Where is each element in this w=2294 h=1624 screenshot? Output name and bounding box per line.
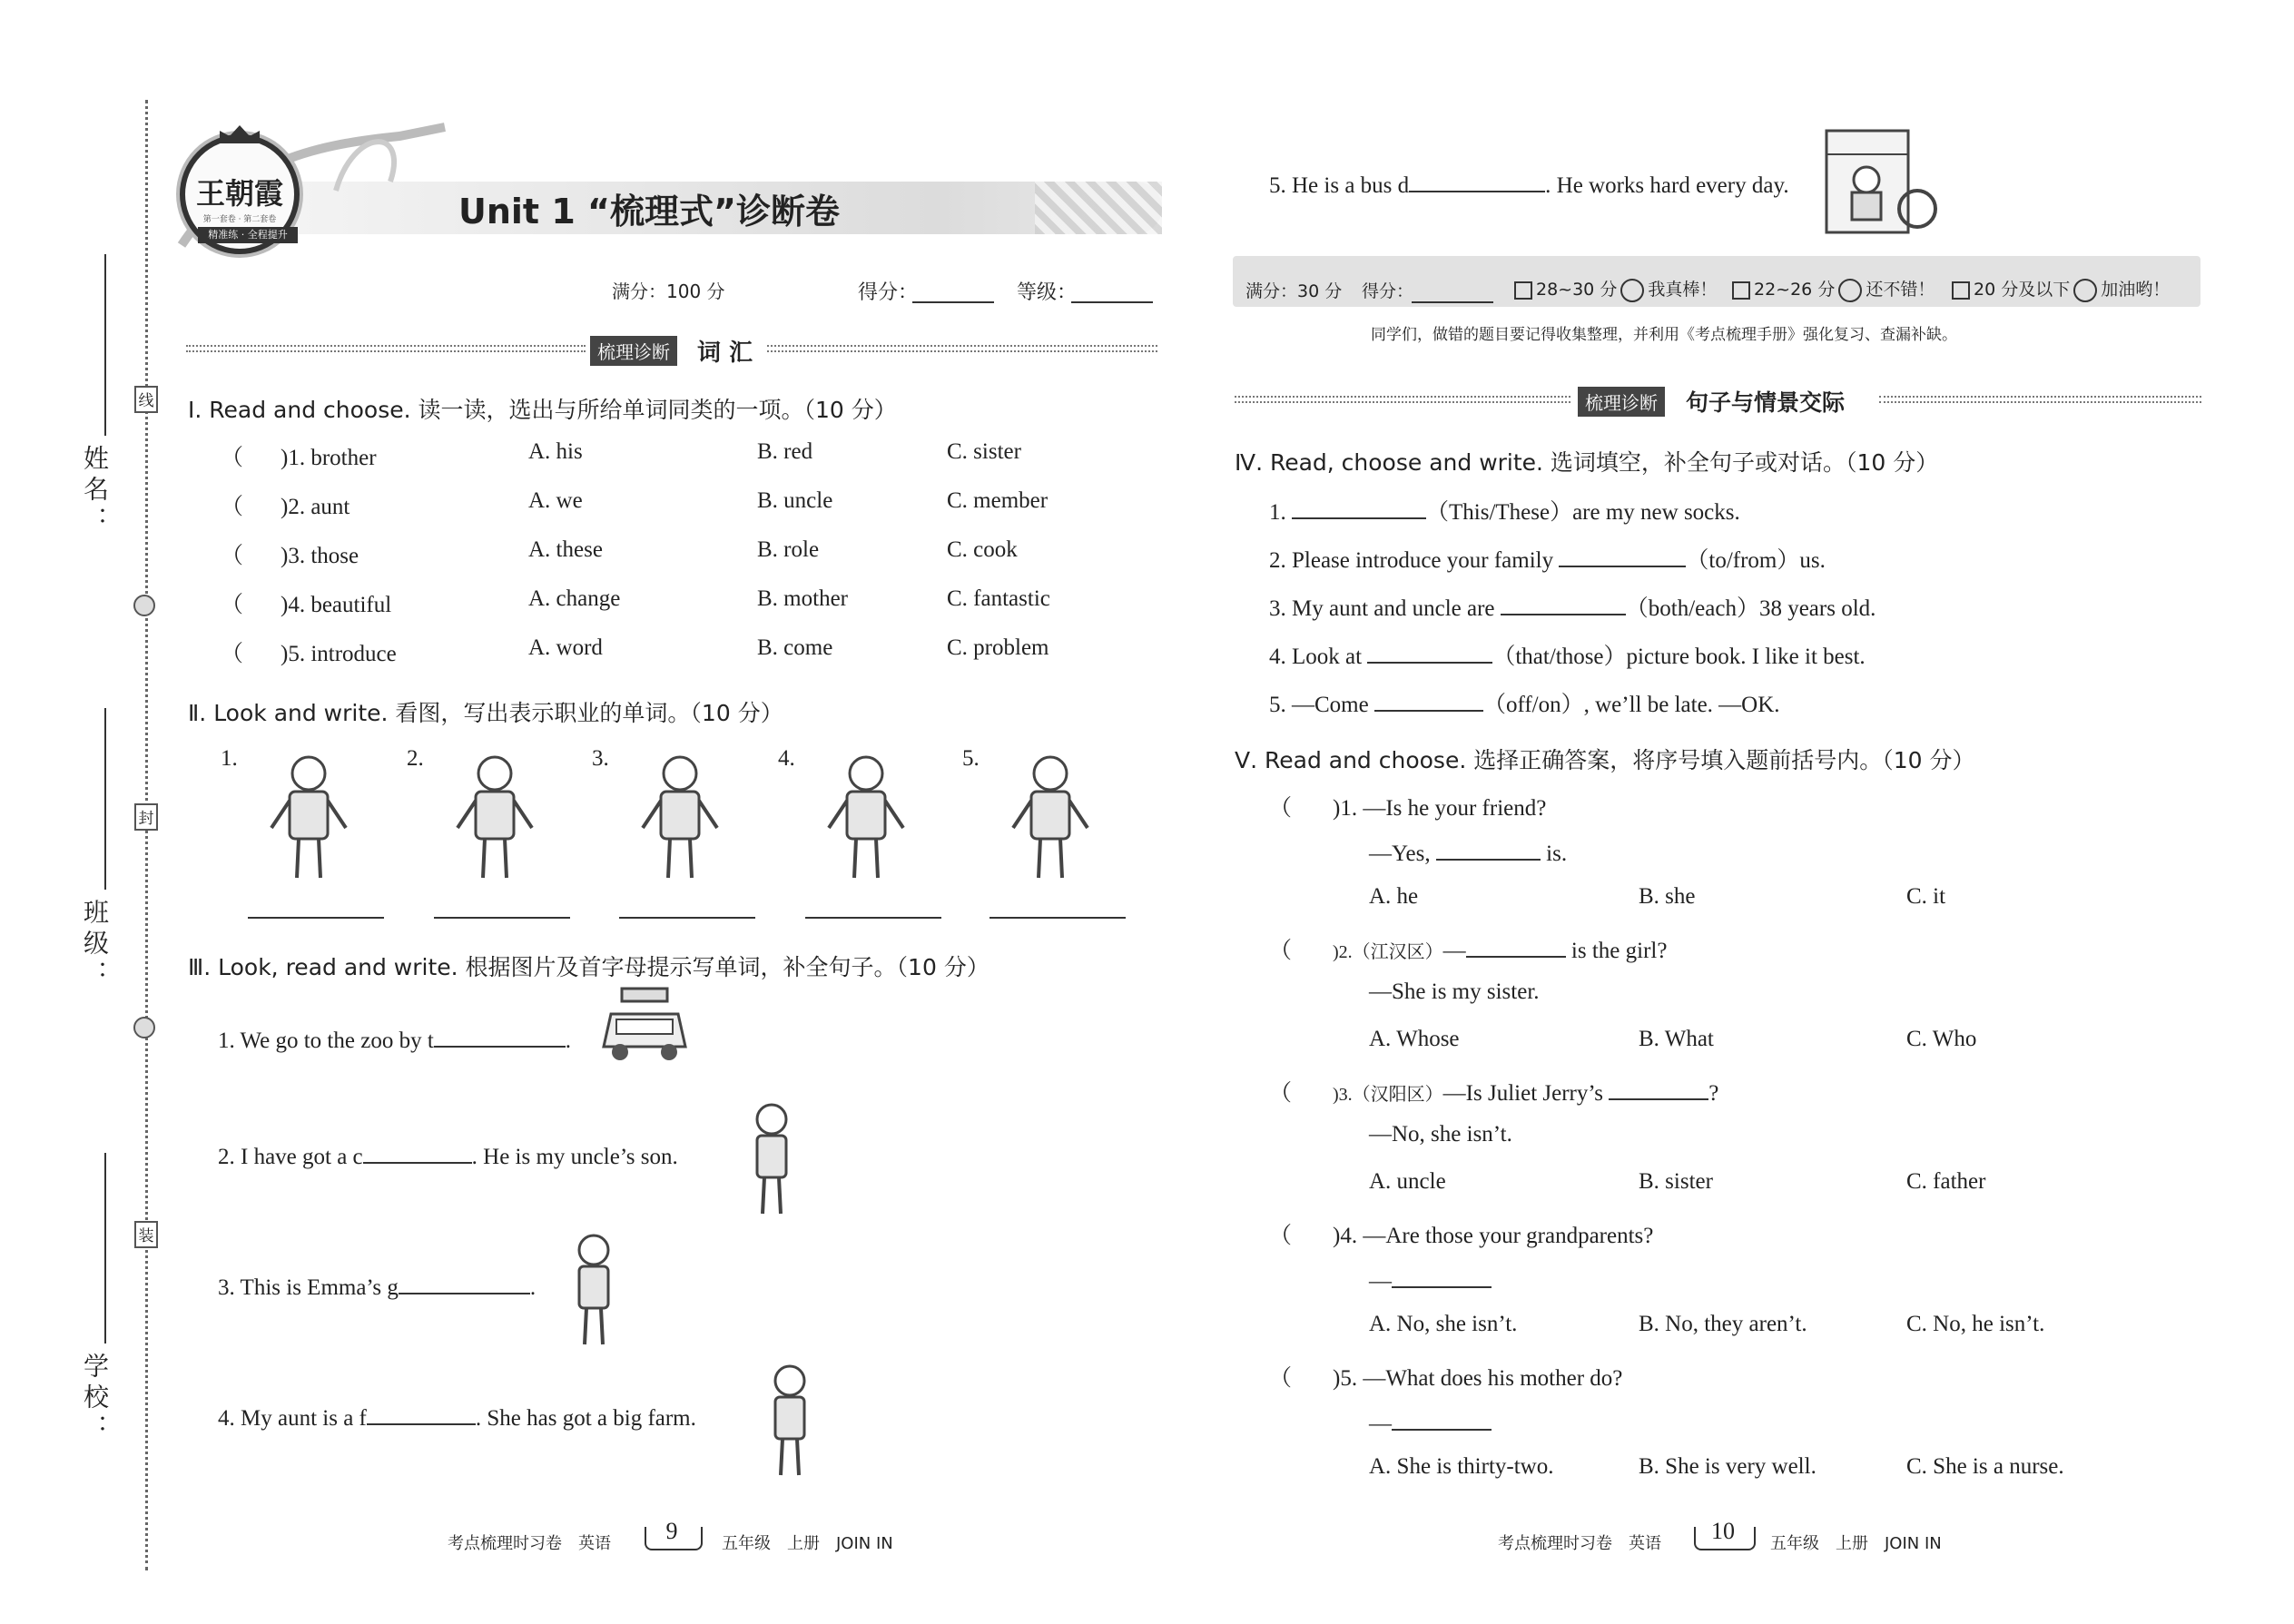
smiley-face-icon: [2073, 279, 2097, 302]
response-after: is.: [1540, 842, 1568, 866]
response-before: —Yes,: [1369, 842, 1436, 866]
grandfather-image: [557, 1230, 630, 1348]
answer-blank[interactable]: [367, 1402, 476, 1425]
seal-char-1: 线: [134, 386, 158, 413]
option-b: B. she: [1639, 884, 1696, 909]
answer-paren[interactable]: （: [1269, 796, 1293, 821]
district-tag: )3.（汉阳区）: [1333, 1085, 1443, 1105]
option-c: C. She is a nurse.: [1906, 1454, 2064, 1479]
right-q5: [1269, 169, 1789, 199]
answer-blank[interactable]: [1436, 837, 1541, 861]
question-row: [221, 635, 397, 668]
option-b: B. No, they aren’t.: [1639, 1312, 1807, 1336]
option-a: A. She is thirty-two.: [1369, 1454, 1554, 1479]
option-a: A. we: [528, 488, 583, 513]
section5-title: Ⅴ. Read and choose. 选择正确答案，将序号填入题前括号内。（10 分）: [1235, 747, 1975, 773]
answer-blank[interactable]: [434, 1024, 566, 1048]
sentence-after: （to/from）us.: [1686, 548, 1826, 573]
checkbox-icon[interactable]: [1952, 281, 1970, 300]
footer-grade: 五年级 上册 JOIN IN: [722, 1534, 893, 1553]
option-b: B. role: [757, 537, 820, 562]
question-word: )1. brother: [281, 446, 377, 470]
section-divider: [1235, 396, 1570, 403]
option-b: B. uncle: [757, 488, 833, 513]
sentence-before: 2. Please introduce your family: [1269, 548, 1560, 573]
option-c: C. fantastic: [947, 586, 1050, 611]
question-word: )2. aunt: [281, 495, 350, 519]
footer-book: 考点梳理时习卷 英语: [448, 1534, 611, 1553]
option-c: C. it: [1906, 884, 1946, 909]
class-line[interactable]: [104, 708, 106, 890]
option-b: B. What: [1639, 1027, 1714, 1051]
response-row: [1369, 1122, 1512, 1147]
question-text: —Is Juliet Jerry’s: [1442, 1081, 1610, 1106]
option-b: B. She is very well.: [1639, 1454, 1816, 1479]
question-word: )4. beautiful: [281, 593, 392, 617]
question-row: [221, 537, 359, 570]
picture-number: 2.: [407, 746, 424, 771]
question-row: [1269, 686, 1780, 719]
logo-text: 王朝霞: [195, 176, 283, 211]
option-a: A. these: [528, 537, 603, 562]
section2-title: Ⅱ. Look and write. 看图，写出表示职业的单词。（10 分）: [188, 700, 783, 726]
smiley-face-icon: [1620, 279, 1644, 302]
question-text: )4. —Are those your grandparents?: [1333, 1224, 1654, 1248]
question-row: [1269, 494, 1740, 527]
right-q5-after: . He works hard every day.: [1545, 173, 1789, 198]
option-c: C. member: [947, 488, 1049, 513]
question-text: —: [1442, 939, 1466, 963]
sentence-before: 3. This is Emma’s g: [218, 1275, 399, 1300]
sentence-after: （off/on）, we’ll be late. —OK.: [1482, 693, 1780, 717]
sentence-after: .: [529, 1275, 537, 1300]
answer-blank[interactable]: [248, 917, 384, 919]
section1-title: Ⅰ. Read and choose. 读一读，选出与所给单词同类的一项。（10 分）: [188, 397, 897, 423]
question-row: [1269, 638, 1866, 671]
question-row: [218, 1140, 678, 1170]
option-c: C. cook: [947, 537, 1018, 562]
grade-input[interactable]: [1071, 301, 1153, 303]
smiley-face-icon: [1838, 279, 1862, 302]
option-a: A. Whose: [1369, 1027, 1460, 1051]
nurse-image: [445, 746, 545, 882]
chef-image: [259, 746, 359, 882]
sentence-after: . She has got a big farm.: [475, 1406, 696, 1431]
option-a: A. change: [528, 586, 621, 611]
answer-paren[interactable]: （: [221, 495, 244, 519]
answer-paren[interactable]: （: [221, 544, 244, 568]
question-word: )3. those: [281, 544, 359, 568]
question-row: [218, 1402, 696, 1432]
seal-char-2: 封: [134, 803, 158, 831]
question-row: [218, 1271, 536, 1301]
right-q5-before: 5. He is a bus d: [1269, 173, 1410, 198]
answer-blank[interactable]: [399, 1271, 530, 1294]
title-banner-checker: [1035, 182, 1162, 234]
score-bar-full: 满分：30 分: [1245, 281, 1343, 301]
sentence-after: （This/These）are my new socks.: [1426, 500, 1740, 525]
response-row: [1369, 979, 1540, 1005]
question-text: )1. —Is he your friend?: [1333, 796, 1547, 821]
name-line[interactable]: [104, 254, 106, 436]
answer-paren[interactable]: （: [221, 642, 244, 666]
answer-blank[interactable]: [1392, 1265, 1492, 1288]
option-a: A. his: [528, 439, 583, 464]
answer-paren[interactable]: （: [1269, 1366, 1293, 1391]
answer-paren[interactable]: （: [221, 446, 244, 470]
response-before: —She is my sister.: [1369, 979, 1540, 1004]
footer-book: 考点梳理时习卷 英语: [1498, 1534, 1661, 1553]
binding-hole-icon: [133, 1017, 155, 1038]
score-option-2-text: 还不错！: [1866, 280, 1935, 300]
question-row: [1269, 1217, 1653, 1250]
district-tag: )2.（江汉区）: [1333, 942, 1443, 962]
response-before: —: [1369, 1412, 1392, 1436]
answer-blank[interactable]: [989, 917, 1126, 919]
picture-number: 1.: [221, 746, 238, 771]
farmer-image: [753, 1361, 826, 1479]
section-heading: 句子与情景交际: [1686, 389, 1846, 416]
sentence-after: （that/those）picture book. I like it best.: [1492, 645, 1866, 669]
question-row: [1269, 1075, 1718, 1107]
footer-page-number: 9: [665, 1518, 678, 1544]
section-divider: [186, 345, 586, 352]
question-row: [1269, 590, 1876, 623]
score-option-3-text: 加油哟！: [2101, 280, 2171, 300]
answer-blank[interactable]: [1367, 640, 1492, 664]
answer-paren[interactable]: （: [1269, 1224, 1293, 1248]
answer-blank[interactable]: [1501, 592, 1626, 615]
option-b: B. mother: [757, 586, 848, 611]
binding-hole-icon: [133, 595, 155, 616]
response-before: —: [1369, 1269, 1392, 1294]
section-divider: [1879, 396, 2201, 403]
question-row: [218, 1024, 571, 1054]
police-officer-image: [630, 746, 730, 882]
class-label: 班级：: [80, 899, 110, 991]
sentence-after: .: [565, 1029, 572, 1053]
score-option-1-text: 我真棒！: [1648, 280, 1718, 300]
page-title: Unit 1 “梳理式”诊断卷: [458, 192, 840, 231]
answer-blank[interactable]: [1409, 169, 1545, 192]
full-score: 满分：100 分: [612, 281, 725, 302]
worker-image: [1000, 746, 1100, 882]
response-row: [1369, 1407, 1492, 1437]
logo-ribbon: 精准练 · 全程提升: [198, 227, 298, 243]
sentence-before: 5. —Come: [1269, 693, 1374, 717]
question-row: [221, 586, 391, 619]
section-divider: [767, 345, 1157, 352]
answer-paren[interactable]: （: [221, 593, 244, 617]
score-bar-note: 同学们，做错的题目要记得收集整理，并利用《考点梳理手册》强化复习、查漏补缺。: [1371, 326, 1957, 344]
school-line[interactable]: [104, 1153, 106, 1343]
section4-title: Ⅳ. Read, choose and write. 选词填空，补全句子或对话。（10 分）: [1235, 449, 1939, 476]
score-option-1-range: 28~30 分: [1536, 280, 1618, 300]
section-heading: 词 汇: [697, 340, 753, 367]
sentence-before: 1.: [1269, 500, 1292, 525]
score-option-3-range: 20 分及以下: [1974, 280, 2071, 300]
footer-page-number: 10: [1711, 1518, 1735, 1544]
option-c: C. Who: [1906, 1027, 1977, 1051]
score-input[interactable]: [912, 301, 994, 303]
section3-title: Ⅲ. Look, read and write. 根据图片及首字母提示写单词，补全句子。（10 分）: [188, 954, 989, 980]
footer-grade: 五年级 上册 JOIN IN: [1770, 1534, 1942, 1553]
question-row: [1269, 790, 1546, 822]
score-bar-input[interactable]: [1412, 301, 1493, 303]
checkbox-icon[interactable]: [1514, 281, 1532, 300]
answer-blank[interactable]: [363, 1140, 472, 1164]
answer-blank[interactable]: [1292, 496, 1426, 519]
answer-blank[interactable]: [805, 917, 941, 919]
score-bar-score: 得分：: [1362, 281, 1414, 301]
option-b: B. sister: [1639, 1169, 1713, 1194]
score-label: 得分：: [858, 281, 919, 304]
answer-blank[interactable]: [1466, 934, 1566, 958]
section-tag: 梳理诊断: [590, 336, 677, 366]
score-option-2[interactable]: [1732, 276, 1935, 302]
option-c: C. problem: [947, 635, 1049, 660]
sentence-after: （both/each）38 years old.: [1625, 596, 1876, 621]
question-after: is the girl?: [1565, 939, 1668, 963]
picture-number: 4.: [778, 746, 795, 771]
answer-blank[interactable]: [619, 917, 755, 919]
score-option-2-range: 22~26 分: [1754, 280, 1836, 300]
sentence-after: . He is my uncle’s son.: [471, 1145, 678, 1169]
sentence-before: 2. I have got a c: [218, 1145, 363, 1169]
sentence-before: 4. Look at: [1269, 645, 1368, 669]
seal-char-3: 装: [134, 1221, 158, 1248]
taxi-image: [595, 983, 694, 1065]
response-row: [1369, 837, 1567, 867]
option-a: A. he: [1369, 884, 1419, 909]
option-c: C. sister: [947, 439, 1021, 464]
question-row: [1269, 542, 1826, 575]
option-a: A. uncle: [1369, 1169, 1446, 1194]
answer-blank[interactable]: [1374, 688, 1483, 712]
option-c: C. father: [1906, 1169, 1986, 1194]
boy-image: [735, 1099, 808, 1217]
question-word: )5. introduce: [281, 642, 397, 666]
checkbox-icon[interactable]: [1732, 281, 1750, 300]
grade-label: 等级：: [1017, 281, 1078, 304]
question-after: ?: [1708, 1081, 1719, 1106]
picture-number: 3.: [592, 746, 609, 771]
response-row: [1369, 1265, 1492, 1294]
question-row: [221, 439, 377, 472]
sentence-before: 1. We go to the zoo by t: [218, 1029, 434, 1053]
answer-blank[interactable]: [1609, 1077, 1708, 1100]
option-a: A. word: [528, 635, 603, 660]
option-a: A. No, she isn’t.: [1369, 1312, 1518, 1336]
option-b: B. red: [757, 439, 813, 464]
binding-dotted-line: [145, 100, 148, 1570]
answer-blank[interactable]: [1392, 1407, 1492, 1431]
response-before: —No, she isn’t.: [1369, 1122, 1512, 1147]
question-row: [221, 488, 350, 521]
name-label: 姓名：: [80, 445, 110, 537]
bus-driver-image: [1823, 127, 1941, 236]
section-tag: 梳理诊断: [1578, 387, 1665, 417]
score-option-1[interactable]: [1514, 276, 1717, 302]
answer-paren[interactable]: （: [1269, 1081, 1293, 1106]
option-c: C. No, he isn’t.: [1906, 1312, 2045, 1336]
answer-paren[interactable]: （: [1269, 939, 1293, 963]
answer-blank[interactable]: [1559, 544, 1686, 567]
question-text: )5. —What does his mother do?: [1333, 1366, 1623, 1391]
school-label: 学校：: [80, 1353, 110, 1445]
logo-sub: 第一套卷 · 第二套卷: [202, 215, 277, 224]
sentence-before: 4. My aunt is a f: [218, 1406, 367, 1431]
score-option-3[interactable]: [1952, 276, 2170, 302]
picture-number: 5.: [962, 746, 980, 771]
option-b: B. come: [757, 635, 833, 660]
answer-blank[interactable]: [434, 917, 570, 919]
sentence-before: 3. My aunt and uncle are: [1269, 596, 1501, 621]
question-row: [1269, 932, 1667, 965]
question-row: [1269, 1360, 1622, 1393]
doctor-image: [816, 746, 916, 882]
